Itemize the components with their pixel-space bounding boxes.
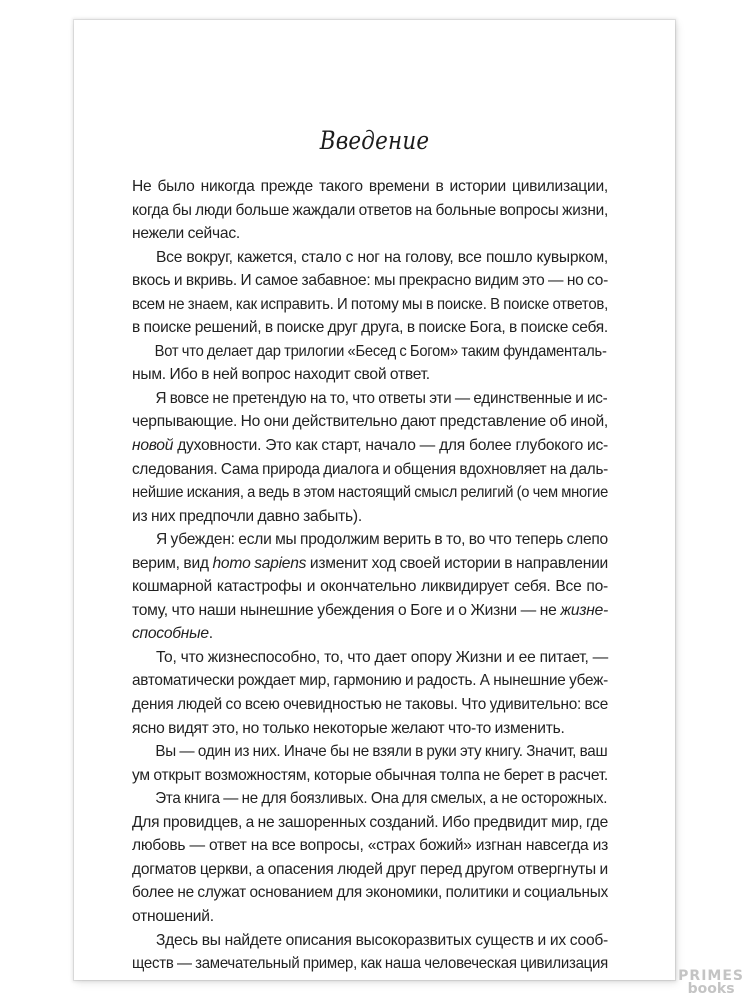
italic-emphasis: homo sapiens (212, 554, 307, 572)
text-line: Все вокруг, кажется, стало с ног на голову, все пошло кувырком, (156, 248, 608, 266)
text-line: Не было никогда прежде такого времени в истории цивилизации, (132, 178, 608, 195)
text-line: черпывающие. Но они действительно дают представление об иной, (132, 413, 608, 431)
text-line: Вот что делает дар трилогии «Бесед с Богом» таким фундаменталь- (154, 342, 607, 360)
text-line: в поиске решений, в поиске друг друга, в поиске Бога, в поиске себя. (132, 319, 608, 337)
book-page (74, 20, 675, 980)
text-line: Эта книга — не для боязливых. Она для смелых, а не осторожных. (155, 790, 608, 808)
text-line: верим, вид homo sapiens изменит ход своей истории в направлении (132, 554, 608, 572)
text-line: более не служат основанием для экономики, политики и социальных (132, 884, 609, 902)
publisher-watermark (678, 969, 744, 996)
text-line: из них предпочли давно забыть). (132, 507, 362, 525)
text-line: отношений. (132, 907, 214, 925)
text-line: Здесь вы найдете описания высокоразвитых существ и их сооб- (156, 931, 608, 949)
text-line: нейшие искания, а ведь в этом настоящий смысл религий (о чем многие (132, 484, 609, 502)
watermark-primes: PRIMES (678, 968, 744, 984)
text-line: вкось и вкривь. И самое забавное: мы прекрасно видим это — но со- (132, 272, 609, 290)
text-line: ум открыт возможностям, которые обычная толпа не берет в расчет. (132, 766, 608, 784)
watermark-books: books (687, 981, 735, 997)
text-line: нежели сейчас. (132, 225, 240, 243)
italic-emphasis: жизне- (560, 601, 608, 619)
chapter-title: Введение (319, 126, 430, 155)
text-line: когда бы люди больше жаждали ответов на больные вопросы жизни, (132, 201, 609, 219)
text-line: То, что жизнеспособно, то, что дает опору Жизни и ее питает, — (156, 648, 608, 666)
text-line: следования. Сама природа диалога и общения вдохновляет на даль- (132, 460, 609, 478)
text-line: Я убежден: если мы продолжим верить в то, во что теперь слепо (155, 531, 608, 549)
text-line: кошмарной катастрофы и окончательно ликвидирует себя. Все по- (132, 578, 608, 596)
text-line: Вы — один из них. Иначе бы не взяли в руки эту книгу. Значит, ваш (155, 743, 608, 761)
text-line: дения людей со всею очевидностью не таковы. Что удивительно: все (132, 696, 608, 714)
text-line: любовь — ответ на все вопросы, «страх божий» изгнан навсегда из (132, 837, 608, 855)
chapter-body (132, 175, 608, 976)
text-line: тому, что наши нынешние убеждения о Боге и о Жизни — не жизне- (132, 601, 608, 619)
text-line: новой духовности. Это как старт, начало — для более глубокого ис- (132, 437, 608, 455)
italic-emphasis: способные (132, 625, 209, 643)
text-line: автоматически рождает мир, гармонию и радость. А нынешние убеж- (132, 672, 609, 690)
text-line: ясно видят это, но только некоторые желают что-то изменить. (132, 719, 565, 737)
italic-emphasis: новой (132, 437, 174, 455)
text-line: Для провидцев, а не зашоренных созданий. Ибо предвидит мир, где (132, 813, 608, 831)
text-line: догматов церкви, а опасения людей друг перед другом отвергнуты и (132, 860, 608, 878)
text-line: ществ — замечательный пример, как наша человеческая цивилизация (132, 955, 608, 973)
text-line: всем не знаем, как исправить. И потому мы в поиске. В поиске ответов, (132, 295, 609, 313)
text-line: ным. Ибо в ней вопрос находит свой ответ. (132, 366, 430, 384)
text-line: Я вовсе не претендую на то, что ответы эти — единственные и ис- (155, 389, 608, 407)
text-line: способные. (132, 625, 213, 643)
